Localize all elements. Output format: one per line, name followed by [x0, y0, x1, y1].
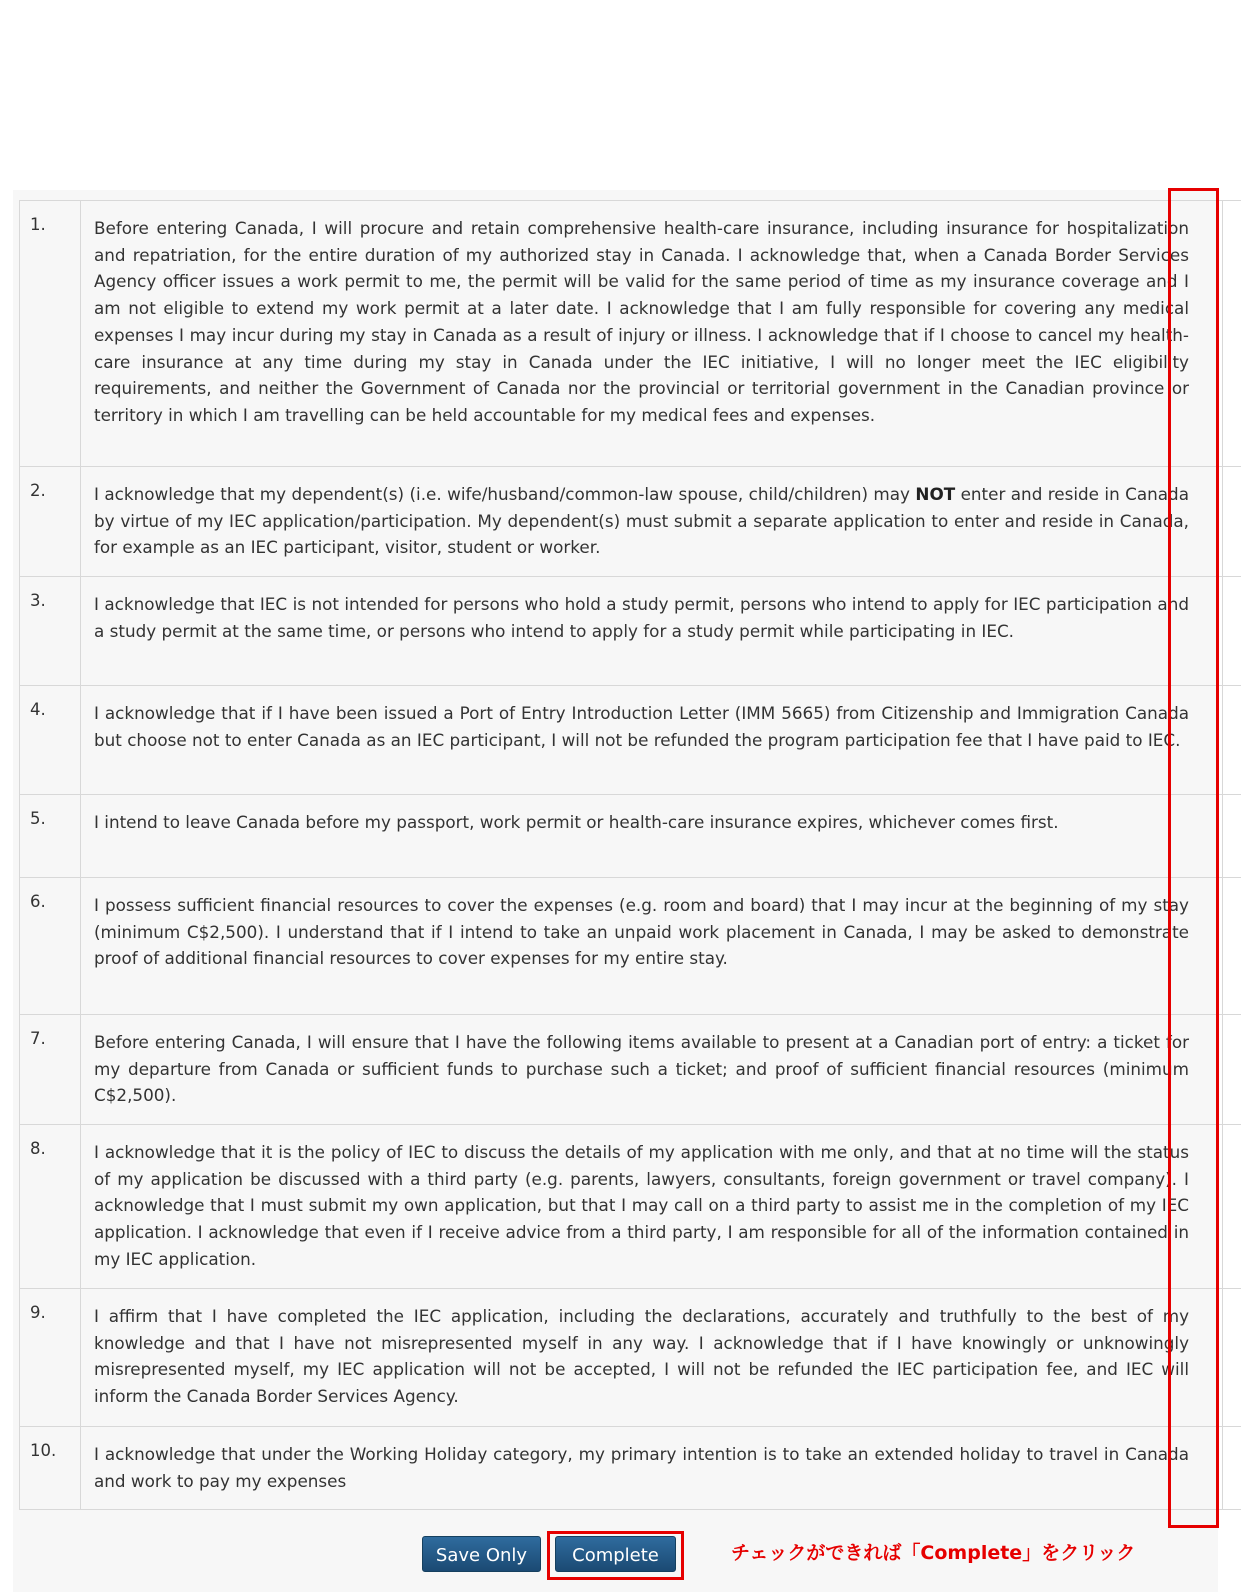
declaration-row — [20, 878, 1241, 1015]
declaration-row — [20, 577, 1241, 686]
declaration-text: I acknowledge that it is the policy of IEC to discuss the details of my application with me only, and that at no time will the status of my application be discussed with a third party (e.g. parents, lawyers, consultants, foreign government or travel company). I acknowledge that I must submit my own application, but that I may call on a third party to assist me in the completion of my IEC application. I acknowledge that even if I receive advice from a third party, I am responsible for all of the information contained in my IEC application. — [81, 1125, 1223, 1289]
declaration-number: 4. — [20, 686, 81, 795]
checkbox-column-highlight — [1168, 188, 1219, 1528]
declaration-text: I acknowledge that my dependent(s) (i.e. wife/husband/common-law spouse, child/children) may NOT enter and reside in Canada by virtue of my IEC application/participation. My dependent(s) must submit a separate application to enter and reside in Canada, for example as an IEC participant, visitor, student or worker. — [81, 467, 1223, 577]
declaration-number: 7. — [20, 1015, 81, 1125]
declarations-table — [19, 200, 1241, 1510]
declaration-row — [20, 795, 1241, 878]
declaration-row — [20, 1015, 1241, 1125]
declaration-row — [20, 1289, 1241, 1427]
declaration-row — [20, 201, 1241, 467]
declaration-text: I possess sufficient financial resources to cover the expenses (e.g. room and board) that I may incur at the beginning of my stay (minimum C$2,500). I understand that if I intend to take an unpaid work placement in Canada, I may be asked to demonstrate proof of additional financial resources to cover expenses for my entire stay. — [81, 878, 1223, 1015]
declaration-text: I acknowledge that under the Working Holiday category, my primary intention is to take an extended holiday to travel in Canada and work to pay my expenses — [81, 1427, 1223, 1510]
declaration-number: 8. — [20, 1125, 81, 1289]
declaration-number: 3. — [20, 577, 81, 686]
complete-button-highlight — [547, 1531, 684, 1580]
declaration-number: 2. — [20, 467, 81, 577]
declaration-number: 10. — [20, 1427, 81, 1510]
declaration-text: I acknowledge that IEC is not intended for persons who hold a study permit, persons who intend to apply for IEC participation and a study permit at the same time, or persons who intend to apply for a study permit while participating in IEC. — [81, 577, 1223, 686]
declaration-text: Before entering Canada, I will procure and retain comprehensive health-care insurance, including insurance for hospitalization and repatriation, for the entire duration of my authorized stay in Canada. I acknowledge that, when a Canada Border Services Agency officer issues a work permit to me, the permit will be valid for the same period of time as my insurance coverage and I am not eligible to extend my work permit at a later date. I acknowledge that I am fully responsible for covering any medical expenses I may incur during my stay in Canada as a result of injury or illness. I acknowledge that if I choose to cancel my health-care insurance at any time during my stay in Canada under the IEC initiative, I will no longer meet the IEC eligibility requirements, and neither the Government of Canada nor the provincial or territorial government in the Canadian province or territory in which I am travelling can be held accountable for my medical fees and expenses. — [81, 201, 1223, 467]
declaration-text: Before entering Canada, I will ensure that I have the following items available to present at a Canadian port of entry: a ticket for my departure from Canada or sufficient funds to purchase such a ticket; and proof of sufficient financial resources (minimum C$2,500). — [81, 1015, 1223, 1125]
save-only-button[interactable]: Save Only — [422, 1536, 541, 1572]
declaration-number: 9. — [20, 1289, 81, 1427]
declaration-number: 1. — [20, 201, 81, 467]
declaration-text: I intend to leave Canada before my passport, work permit or health-care insurance expires, whichever comes first. — [81, 795, 1223, 878]
emphasis-not: NOT — [915, 484, 956, 504]
declaration-number: 5. — [20, 795, 81, 878]
declaration-row — [20, 467, 1241, 577]
declaration-number: 6. — [20, 878, 81, 1015]
declaration-text: I acknowledge that if I have been issued a Port of Entry Introduction Letter (IMM 5665) from Citizenship and Immigration Canada but choose not to enter Canada as an IEC participant, I will not be refunded the program participation fee that I have paid to IEC. — [81, 686, 1223, 795]
declaration-text: I affirm that I have completed the IEC application, including the declarations, accurately and truthfully to the best of my knowledge and that I have not misrepresented myself in any way. I acknowledge that if I have knowingly or unknowingly misrepresented myself, my IEC application will not be accepted, I will not be refunded the IEC participation fee, and IEC will inform the Canada Border Services Agency. — [81, 1289, 1223, 1427]
declaration-row — [20, 1427, 1241, 1510]
declaration-row — [20, 1125, 1241, 1289]
declaration-row — [20, 686, 1241, 795]
complete-button[interactable]: Complete — [555, 1536, 676, 1572]
instruction-note: チェックができれば「Complete」をクリック — [731, 1542, 1136, 1564]
